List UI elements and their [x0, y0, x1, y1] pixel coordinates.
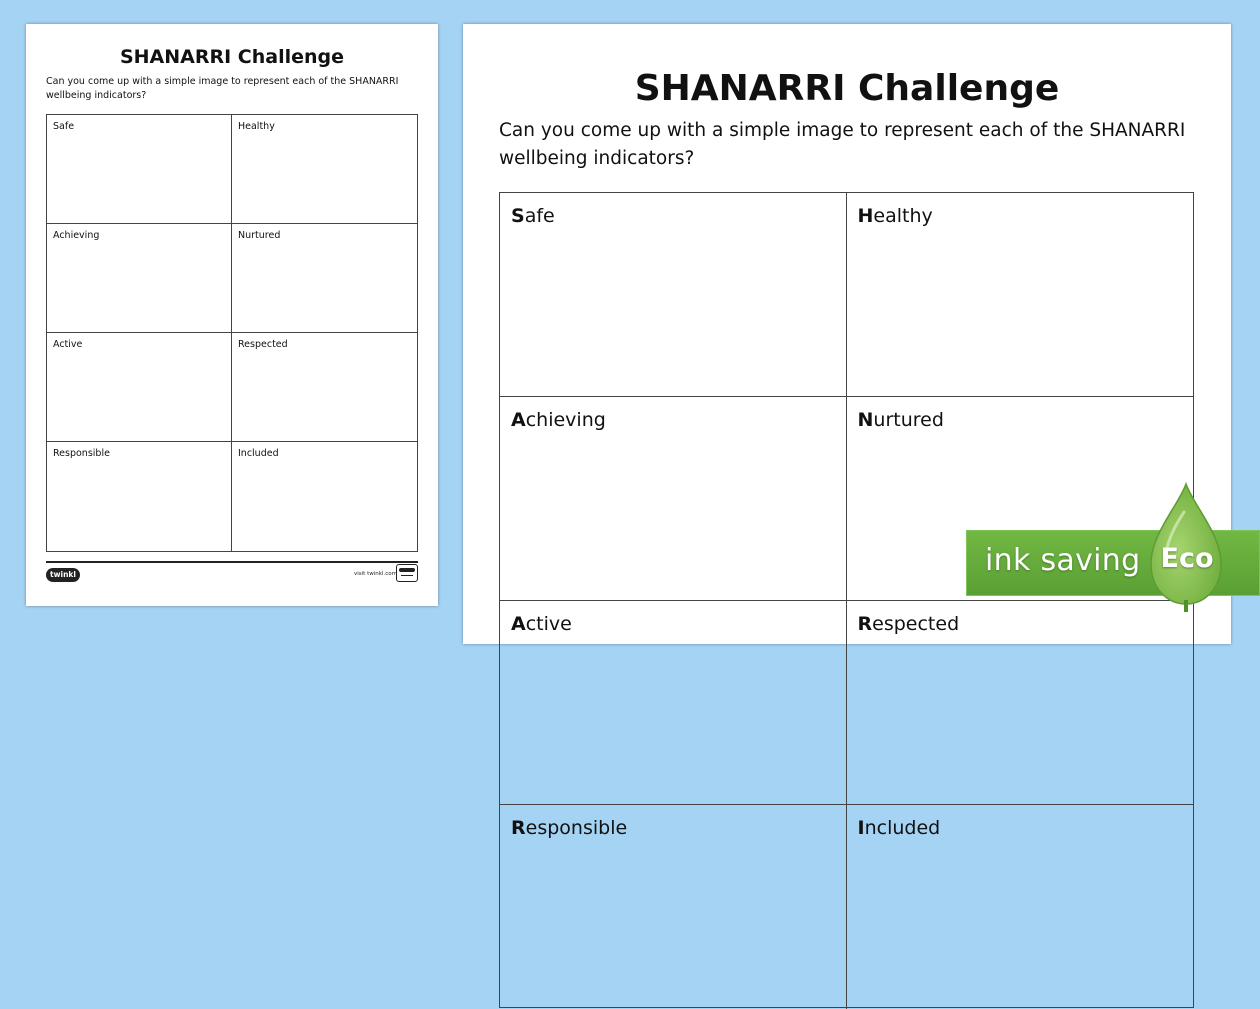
- instructions-text: Can you come up with a simple image to represent each of the SHANARRI wellbeing indicators?: [46, 76, 399, 101]
- page-title: SHANARRI Challenge: [634, 68, 1060, 109]
- indicator-cell-active: Active: [47, 333, 232, 442]
- indicator-grid: [46, 114, 418, 552]
- indicator-cell-nurtured: Nurtured: [847, 397, 1194, 601]
- instructions-text: Can you come up with a simple image to represent each of the SHANARRI wellbeing indicators?: [499, 120, 1186, 169]
- twinkl-logo: twinkl: [46, 568, 80, 582]
- indicator-cell-included: Included: [238, 448, 279, 459]
- visit-website-text: visit twinkl.com: [354, 571, 397, 577]
- indicator-cell-responsible: Responsible: [47, 442, 232, 551]
- indicator-cell-included: Included: [857, 817, 941, 839]
- indicator-cell-safe: Safe: [500, 193, 847, 397]
- checked-badge-icon: [396, 564, 418, 582]
- indicator-cell-safe: Safe: [47, 115, 232, 224]
- indicator-cell-healthy: Healthy: [232, 115, 417, 224]
- indicator-grid: [499, 192, 1194, 1008]
- indicator-cell-achieving: Achieving: [500, 397, 847, 601]
- indicator-cell-active: Active: [500, 601, 847, 805]
- page-title: SHANARRI Challenge: [119, 46, 345, 68]
- indicator-cell-achieving: Achieving: [47, 224, 232, 333]
- indicator-cell-healthy: Healthy: [847, 193, 1194, 397]
- indicator-cell-nurtured: Nurtured: [232, 224, 417, 333]
- footer-divider: [46, 561, 418, 563]
- ink-saving-text: ink saving: [985, 543, 1141, 578]
- indicator-cell-respected: Respected: [232, 333, 417, 442]
- worksheet-preview-small: [26, 24, 438, 606]
- indicator-cell-responsible: Responsible: [500, 805, 847, 1009]
- indicator-cell-respected: Respected: [847, 601, 1194, 805]
- eco-label: Eco: [1160, 543, 1214, 574]
